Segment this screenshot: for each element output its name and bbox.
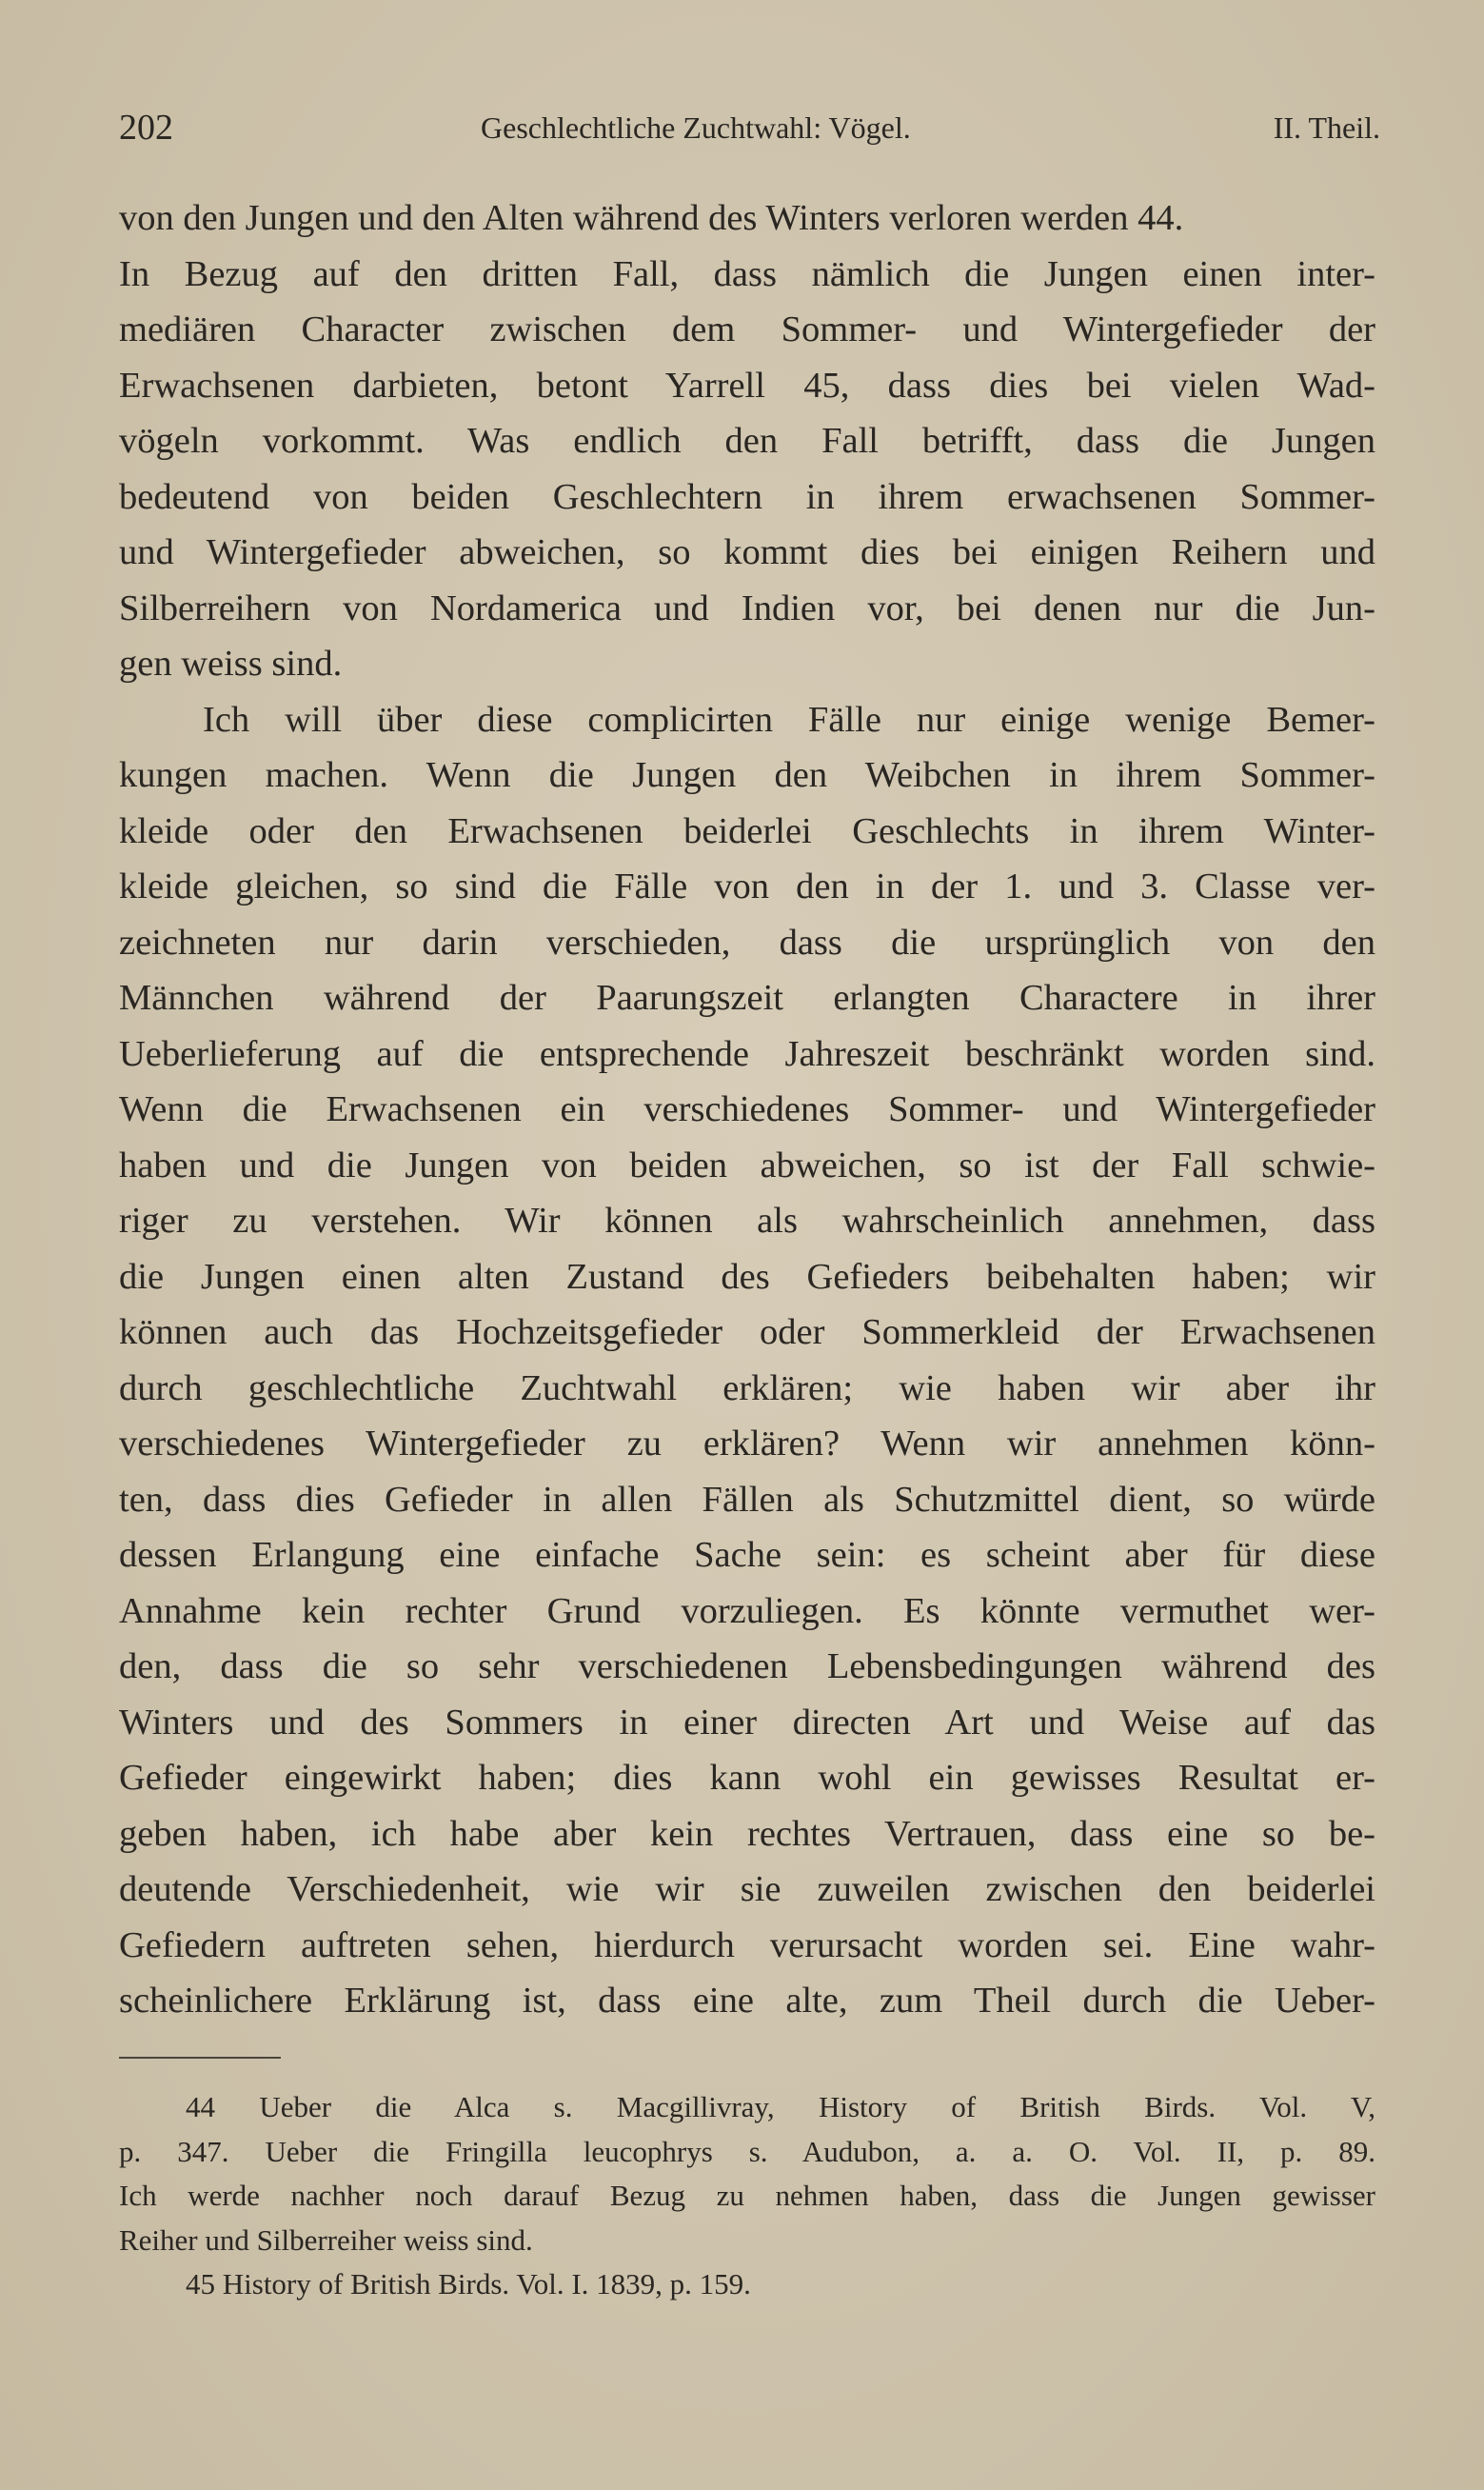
text-line: kleide gleichen, so sind die Fälle von den in der 1. und 3. Classe ver- [119,867,1375,906]
text-line: den, dass die so sehr verschiedenen Lebensbedingungen während des [119,1646,1375,1686]
text-line: verschiedenes Wintergefieder zu erklären? Wenn wir annehmen könn- [119,1424,1375,1464]
footnote-line: 44 Ueber die Alca s. Macgillivray, History of British Birds. Vol. V, [186,2090,1375,2123]
text-line: können auch das Hochzeitsgefieder oder Sommerkleid der Erwachsenen [119,1312,1375,1352]
page-number: 202 [119,108,173,148]
text-line: Erwachsenen darbieten, betont Yarrell 45, dass dies bei vielen Wad- [119,365,1375,406]
text-line: In Bezug auf den dritten Fall, dass nämlich die Jungen einen inter- [119,253,1375,294]
text-line: dessen Erlangung eine einfache Sache sein: es scheint aber für diese [119,1535,1375,1575]
text-line: und Wintergefieder abweichen, so kommt dies bei einigen Reihern und [119,532,1375,572]
text-line: deutende Verschiedenheit, wie wir sie zuweilen zwischen den beiderlei [119,1869,1375,1909]
footnote-line: Ich werde nachher noch darauf Bezug zu nehmen haben, dass die Jungen gewisser [119,2179,1375,2212]
footnote-divider [119,2057,281,2059]
text-line: Winters und des Sommers in einer directen Art und Weise auf das [119,1702,1375,1743]
part-label: II. Theil. [1273,110,1380,145]
text-line: scheinlichere Erklärung ist, dass eine alte, zum Theil durch die Ueber- [119,1981,1375,2021]
footnote-line: p. 347. Ueber die Fringilla leucophrys s. Audubon, a. a. O. Vol. II, p. 89. [119,2134,1375,2168]
text-line: vögeln vorkommt. Was endlich den Fall betrifft, dass die Jungen [119,421,1375,461]
footnote-line: Reiher und Silberreiher weiss sind. [119,2222,533,2257]
text-line: gen weiss sind. [119,644,343,684]
text-line: Männchen während der Paarungszeit erlangten Charactere in ihrer [119,978,1375,1018]
text-line: Ich will über diese complicirten Fälle nur einige wenige Bemer- [203,699,1375,740]
text-line: Wenn die Erwachsenen ein verschiedenes Sommer- und Wintergefieder [119,1089,1375,1129]
running-title: Geschlechtliche Zuchtwahl: Vögel. [481,110,911,145]
text-line: Silberreihern von Nordamerica und Indien vor, bei denen nur die Jun- [119,588,1375,628]
text-line: ten, dass dies Gefieder in allen Fällen als Schutzmittel dient, so würde [119,1479,1375,1520]
body-text [119,190,1375,2029]
text-line: von den Jungen und den Alten während des Winters verloren werden 44. [119,198,1184,238]
text-line: Gefiedern auftreten sehen, hierdurch verursacht worden sei. Eine wahr- [119,1924,1375,1965]
text-line: durch geschlechtliche Zuchtwahl erklären; wie haben wir aber ihr [119,1367,1375,1408]
footnotes [119,2085,1375,2307]
text-line: geben haben, ich habe aber kein rechtes Vertrauen, dass eine so be- [119,1813,1375,1854]
page-header [119,107,1380,164]
text-line: mediären Character zwischen dem Sommer- und Wintergefieder der [119,309,1375,349]
text-line: kungen machen. Wenn die Jungen den Weibchen in ihrem Sommer- [119,755,1375,795]
text-line: Gefieder eingewirkt haben; dies kann wohl ein gewisses Resultat er- [119,1758,1375,1798]
text-line: Annahme kein rechter Grund vorzuliegen. Es könnte vermuthet wer- [119,1590,1375,1631]
text-line: haben und die Jungen von beiden abweichen, so ist der Fall schwie- [119,1145,1375,1185]
text-line: kleide oder den Erwachsenen beiderlei Geschlechts in ihrem Winter- [119,810,1375,851]
footnote-line: 45 History of British Birds. Vol. I. 1839, p. 159. [186,2267,751,2301]
text-line: zeichneten nur darin verschieden, dass die ursprünglich von den [119,922,1375,963]
text-line: bedeutend von beiden Geschlechtern in ihrem erwachsenen Sommer- [119,476,1375,517]
text-line: die Jungen einen alten Zustand des Gefieders beibehalten haben; wir [119,1256,1375,1297]
text-line: Ueberlieferung auf die entsprechende Jahreszeit beschränkt worden sind. [119,1033,1375,1074]
text-line: riger zu verstehen. Wir können als wahrscheinlich annehmen, dass [119,1201,1375,1241]
